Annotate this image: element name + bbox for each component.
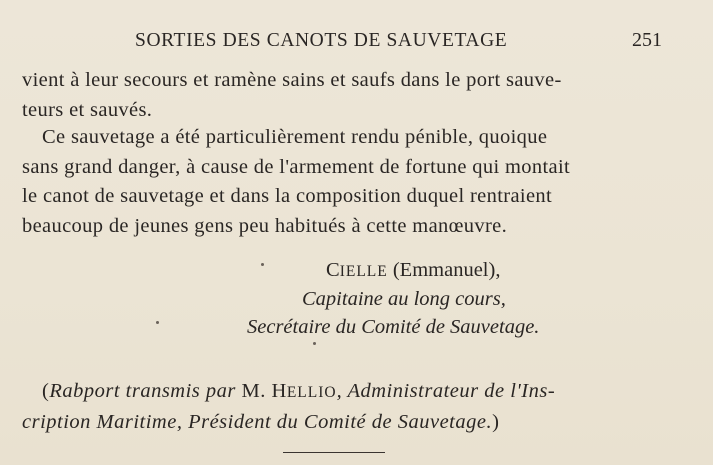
paragraph-continuation [22, 66, 672, 125]
page-number: 251 [632, 29, 662, 51]
text-line: vient à leur secours et ramène sains et saufs dans le port sauve- [22, 69, 562, 91]
paragraph-rescue [22, 123, 672, 241]
paper-speck [313, 342, 316, 345]
text-line: Ce sauvetage a été particulièrement rendu pénible, quoique [42, 126, 548, 148]
closing-rule [283, 452, 385, 453]
text-line: le canot de sauvetage et dans la composition duquel rentraient [22, 185, 553, 207]
signature-title-line: Capitaine au long cours, [302, 288, 506, 310]
footnote-report [22, 377, 672, 437]
text-line: sans grand danger, à cause de l'armement de fortune qui montait [22, 155, 571, 178]
signature-title-line: Secrétaire du Comité de Sauvetage. [247, 316, 540, 338]
text-line: teurs et sauvés. [22, 98, 153, 121]
footnote-line: (Rabport transmis par M. HELLIO, Administrateur de l'Ins- [42, 380, 556, 402]
text-line: beaucoup de jeunes gens peu habitués à cette manœuvre. [22, 214, 508, 237]
signature-name: CIELLE (Emmanuel), [326, 259, 501, 281]
paper-speck [261, 263, 264, 266]
footnote-line: cription Maritime, Président du Comité de Sauvetage.) [22, 410, 500, 433]
running-title: SORTIES DES CANOTS DE SAUVETAGE [135, 30, 508, 51]
paper-speck [156, 321, 159, 324]
running-header [0, 30, 713, 56]
